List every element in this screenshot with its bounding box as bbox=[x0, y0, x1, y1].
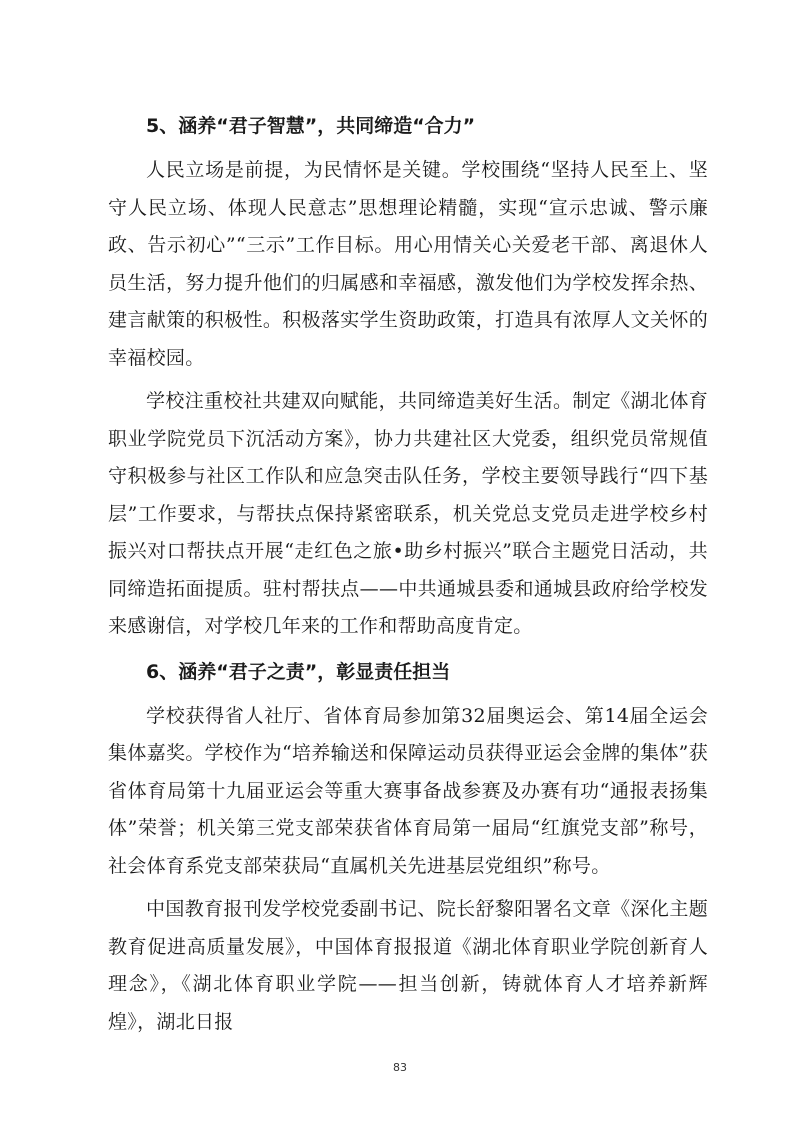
body-paragraph: 学校获得省人社厅、省体育局参加第32届奥运会、第14届全运会集体嘉奖。学校作为“培养输送和保障运动员获得亚运会金牌的集体”获省体育局第十九届亚运会等重大赛事备战参赛及办赛有功“通报表扬集体”荣誉；机关第三党支部荣获省体育局第一届局“红旗党支部”称号，社会体育系党支部荣获局“直属机关先进基层党组织”称号。 bbox=[108, 704, 708, 877]
section-heading: 6、涵养“君子之责”，彰显责任担当 bbox=[146, 660, 451, 683]
section-5 bbox=[108, 108, 708, 646]
section-6 bbox=[108, 654, 708, 1042]
document-page bbox=[108, 108, 708, 1041]
body-paragraph: 人民立场是前提，为民情怀是关键。学校围绕“坚持人民至上、坚守人民立场、体现人民意志”思想理论精髓，实现“宣示忠诚、警示廉政、告示初心”“三示”工作目标。用心用情关心关爱老干部、离退休人员生活，努力提升他们的归属感和幸福感，激发他们为学校发挥余热、建言献策的积极性。积极落实学生资助政策，打造具有浓厚人文关怀的幸福校园。 bbox=[108, 159, 708, 369]
page-number: 83 bbox=[393, 1061, 407, 1074]
body-paragraph: 中国教育报刊发学校党委副书记、院长舒黎阳署名文章《深化主题教育促进高质量发展》，中国体育报报道《湖北体育职业学院创新育人理念》，《湖北体育职业学院——担当创新，铸就体育人才培养新辉煌》，湖北日报 bbox=[108, 898, 708, 1033]
section-heading: 5、涵养“君子智慧”，共同缔造“合力” bbox=[146, 115, 476, 137]
body-paragraph: 学校注重校社共建双向赋能，共同缔造美好生活。制定《湖北体育职业学院党员下沉活动方案》，协力共建社区大党委，组织党员常规值守积极参与社区工作队和应急突击队任务，学校主要领导践行“四下基层”工作要求，与帮扶点保持紧密联系，机关党总支党员走进学校乡村振兴对口帮扶点开展“走红色之旅•助乡村振兴”联合主题党日活动，共同缔造拓面提质。驻村帮扶点——中共通城县委和通城县政府给学校发来感谢信，对学校几年来的工作和帮助高度肯定。 bbox=[108, 390, 708, 637]
